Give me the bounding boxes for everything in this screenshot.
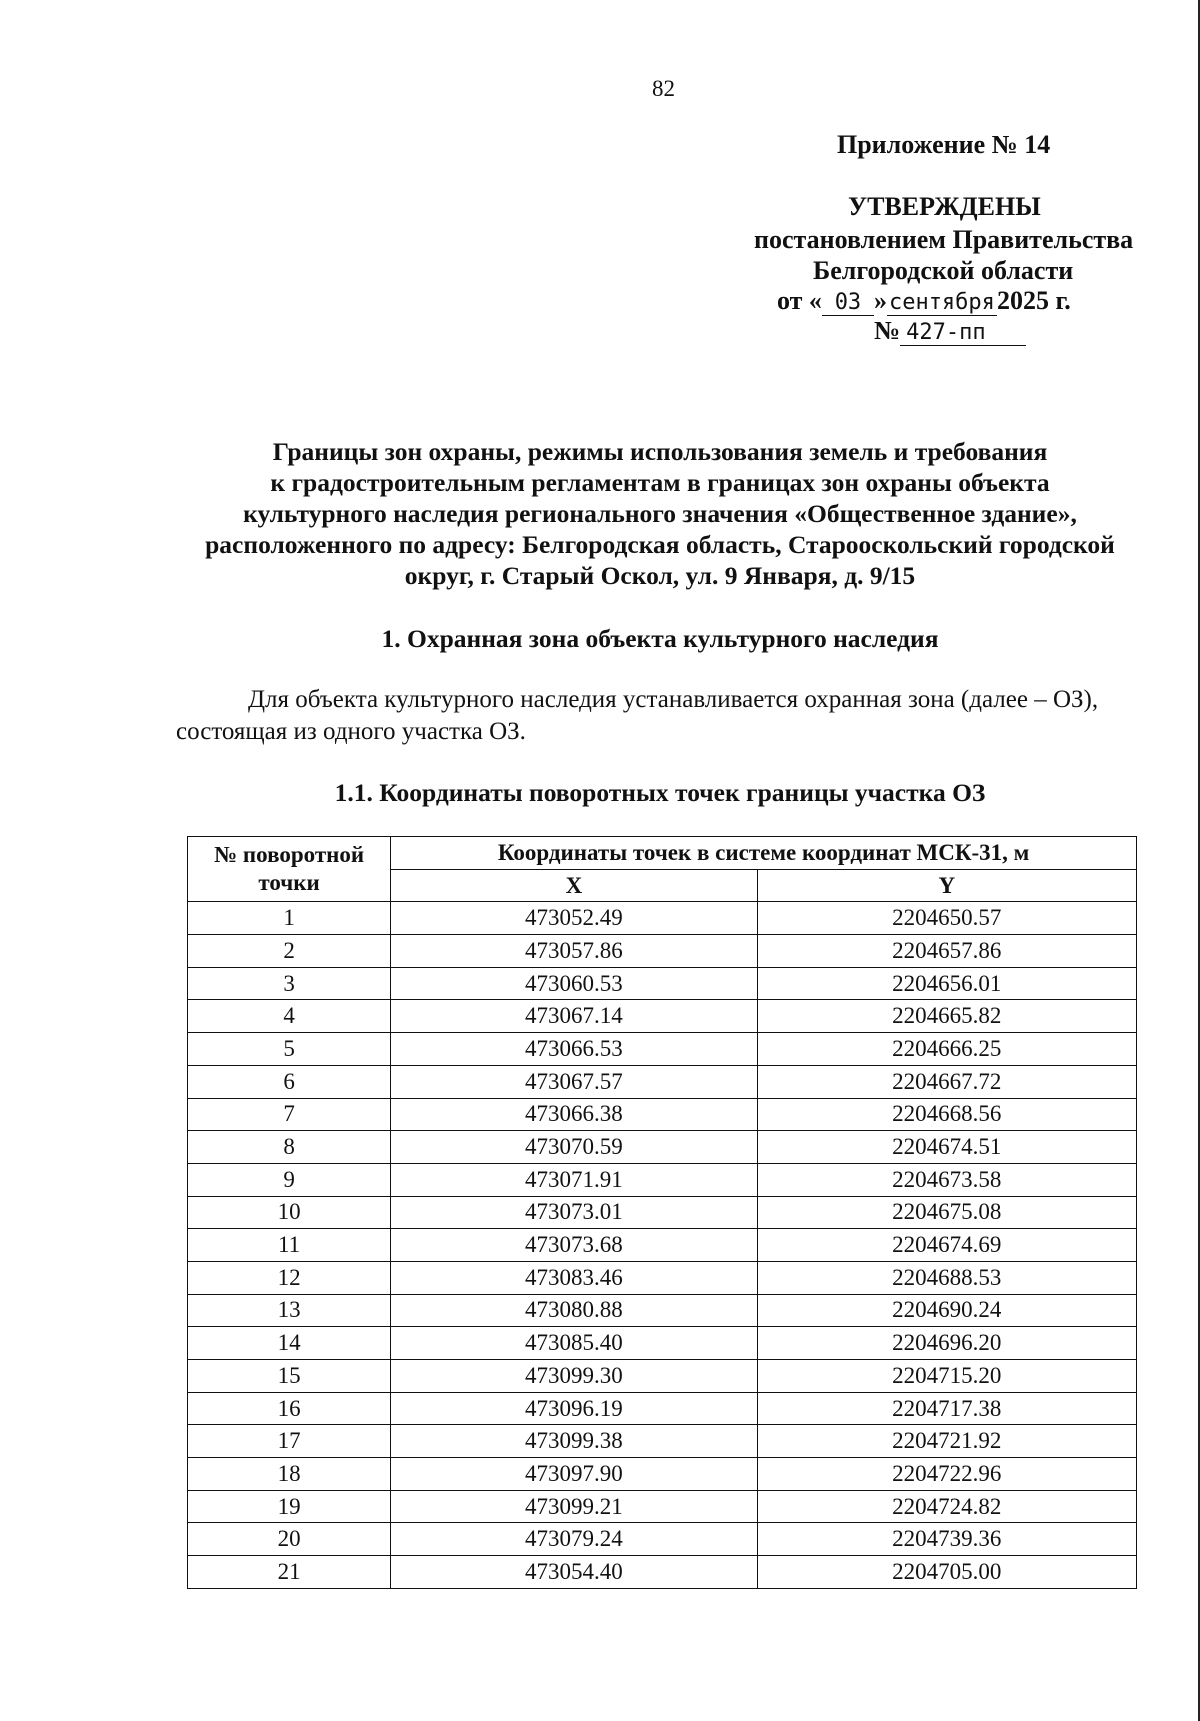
point-number-cell: 19 [188,1490,391,1523]
date-month: сентября [887,291,997,316]
x-coordinate-cell: 473099.21 [391,1490,757,1523]
y-coordinate-cell: 2204721.92 [757,1425,1136,1458]
x-coordinate-cell: 473096.19 [391,1392,757,1425]
point-number-cell: 13 [188,1294,391,1327]
y-coordinate-cell: 2204674.69 [757,1229,1136,1262]
y-coordinate-cell: 2204666.25 [757,1033,1136,1066]
table-row [188,1556,1137,1589]
x-coordinate-cell: 473052.49 [391,902,757,935]
y-coordinate-cell: 2204675.08 [757,1196,1136,1229]
x-coordinate-cell: 473097.90 [391,1458,757,1491]
x-coordinate-cell: 473083.46 [391,1261,757,1294]
x-coordinate-cell: 473099.30 [391,1360,757,1393]
point-number-cell: 20 [188,1523,391,1556]
x-coordinate-cell: 473079.24 [391,1523,757,1556]
table-row [188,1294,1137,1327]
table-heading: 1.1. Координаты поворотных точек границы участка ОЗ [334,778,986,807]
point-number-cell: 3 [188,967,391,1000]
table-body [188,902,1137,1588]
title-line: Границы зон охраны, режимы использования земель и требования [272,437,1048,466]
point-number-cell: 11 [188,1229,391,1262]
x-coordinate-cell: 473085.40 [391,1327,757,1360]
point-number-cell: 5 [188,1033,391,1066]
table-row [188,1425,1137,1458]
date-prefix: от « [777,286,822,315]
table-row [188,1163,1137,1196]
y-coordinate-cell: 2204650.57 [757,902,1136,935]
y-coordinate-cell: 2204705.00 [757,1556,1136,1589]
x-coordinate-cell: 473099.38 [391,1425,757,1458]
table-row [188,1000,1137,1033]
approval-date [777,286,1071,316]
x-coordinate-cell: 473070.59 [391,1131,757,1164]
x-coordinate-cell: 473057.86 [391,935,757,968]
point-number-cell: 6 [188,1065,391,1098]
y-coordinate-cell: 2204688.53 [757,1261,1136,1294]
point-number-cell: 10 [188,1196,391,1229]
date-mid: » [873,286,887,315]
date-year: 2025 г. [996,286,1071,315]
x-coordinate-cell: 473054.40 [391,1556,757,1589]
point-number-cell: 18 [188,1458,391,1491]
coordinates-table [187,836,1137,1589]
y-coordinate-cell: 2204722.96 [757,1458,1136,1491]
y-coordinate-cell: 2204690.24 [757,1294,1136,1327]
appendix-label: Приложение № 14 [837,130,1051,159]
table-row [188,1392,1137,1425]
point-number-cell: 14 [188,1327,391,1360]
point-number-cell: 9 [188,1163,391,1196]
table-row [188,1196,1137,1229]
y-coordinate-cell: 2204667.72 [757,1065,1136,1098]
y-coordinate-cell: 2204724.82 [757,1490,1136,1523]
intro-paragraph-text: Для объекта культурного наследия устанавливается охранная зона (далее – ОЗ), состоящая из одного участка ОЗ. [176,686,1099,745]
point-number-cell: 4 [188,1000,391,1033]
point-number-cell: 12 [188,1261,391,1294]
x-coordinate-cell: 473060.53 [391,967,757,1000]
region-name: Белгородской области [813,256,1074,285]
table-row [188,1131,1137,1164]
title-line: расположенного по адресу: Белгородская область, Старооскольский городской [205,530,1115,559]
header-y: Y [757,869,1136,902]
table-header-row [188,837,1137,870]
y-coordinate-cell: 2204657.86 [757,935,1136,968]
y-coordinate-cell: 2204665.82 [757,1000,1136,1033]
approved-by: постановлением Правительства [754,225,1134,254]
table-row [188,1490,1137,1523]
table-row [188,1261,1137,1294]
table-row [188,1033,1137,1066]
table-row [188,1458,1137,1491]
y-coordinate-cell: 2204674.51 [757,1131,1136,1164]
table-row [188,1523,1137,1556]
intro-paragraph [176,684,1154,748]
y-coordinate-cell: 2204717.38 [757,1392,1136,1425]
x-coordinate-cell: 473067.14 [391,1000,757,1033]
x-coordinate-cell: 473067.57 [391,1065,757,1098]
approved-title: УТВЕРЖДЕНЫ [848,192,1041,221]
table-row [188,935,1137,968]
y-coordinate-cell: 2204696.20 [757,1327,1136,1360]
y-coordinate-cell: 2204656.01 [757,967,1136,1000]
point-number-cell: 7 [188,1098,391,1131]
point-number-cell: 21 [188,1556,391,1589]
x-coordinate-cell: 473080.88 [391,1294,757,1327]
point-number-cell: 17 [188,1425,391,1458]
point-number-cell: 2 [188,935,391,968]
x-coordinate-cell: 473066.38 [391,1098,757,1131]
point-number-cell: 8 [188,1131,391,1164]
header-coordinates: Координаты точек в системе координат МСК-31, м [391,837,1137,870]
x-coordinate-cell: 473073.01 [391,1196,757,1229]
x-coordinate-cell: 473066.53 [391,1033,757,1066]
y-coordinate-cell: 2204673.58 [757,1163,1136,1196]
page-number-text: 82 [652,76,675,101]
table-row [188,967,1137,1000]
point-number-cell: 15 [188,1360,391,1393]
y-coordinate-cell: 2204715.20 [757,1360,1136,1393]
x-coordinate-cell: 473073.68 [391,1229,757,1262]
date-day: 03 [822,291,874,316]
x-coordinate-cell: 473071.91 [391,1163,757,1196]
section-heading: 1. Охранная зона объекта культурного наследия [381,624,939,653]
table-row [188,1327,1137,1360]
table-row [188,1065,1137,1098]
point-number-cell: 1 [188,902,391,935]
title-line: округ, г. Старый Оскол, ул. 9 Января, д. 9/15 [404,561,916,590]
title-line: культурного наследия регионального значения «Общественное здание», [243,499,1077,528]
table-row [188,1229,1137,1262]
table-row [188,902,1137,935]
table-row [188,1098,1137,1131]
header-x: X [391,869,757,902]
title-line: к градостроительным регламентам в границах зон охраны объекта [270,468,1050,497]
header-point-number: № поворотной точки [188,837,391,902]
y-coordinate-cell: 2204739.36 [757,1523,1136,1556]
document-title [170,436,1150,591]
number-value: 427-пп [900,321,1026,346]
table-row [188,1360,1137,1393]
number-prefix: № [874,316,901,345]
point-number-cell: 16 [188,1392,391,1425]
approval-number [874,316,1026,346]
y-coordinate-cell: 2204668.56 [757,1098,1136,1131]
